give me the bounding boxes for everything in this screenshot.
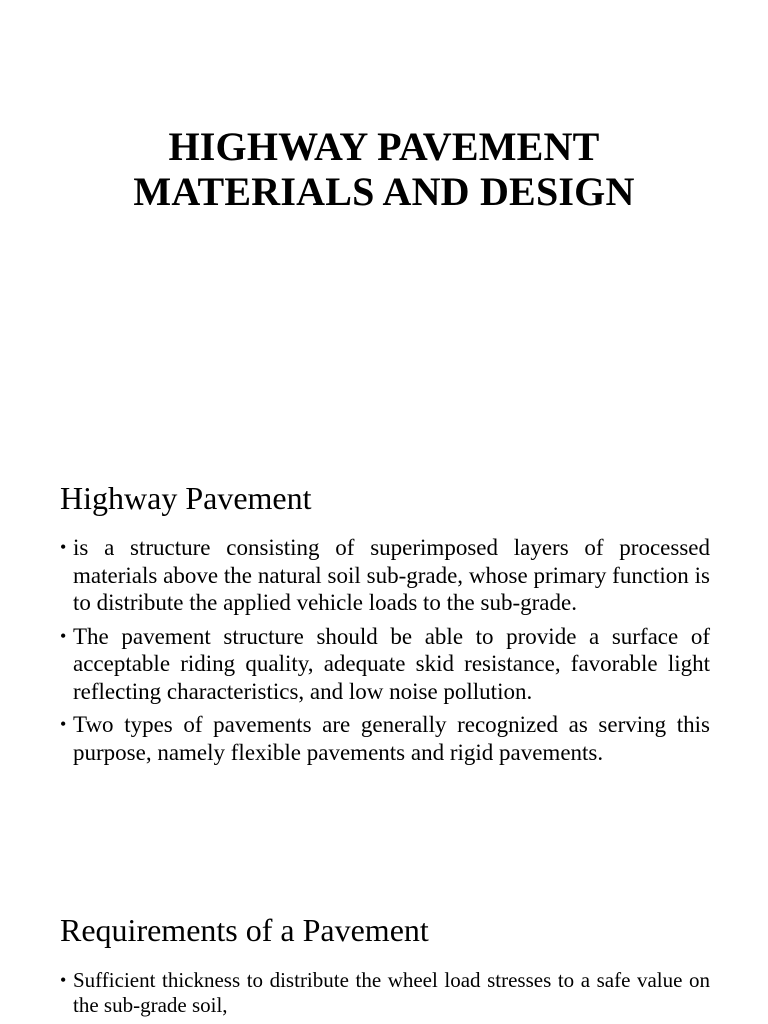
bullet-item: • Two types of pavements are generally recognized as serving this purpose, namely flexible pavements and rigid pavements. (60, 711, 710, 766)
title-line-2: MATERIALS AND DESIGN (133, 169, 635, 214)
bullet-list (60, 968, 710, 1018)
section-requirements (60, 910, 710, 1024)
title-line-1: HIGHWAY PAVEMENT (168, 124, 600, 169)
title-slide (0, 124, 768, 214)
section-heading: Requirements of a Pavement (60, 912, 429, 948)
section-highway-pavement (60, 478, 710, 772)
bullet-item: • The pavement structure should be able to provide a surface of acceptable riding quality, adequate skid resistance, favorable light reflecting characteristics, and low noise pollution. (60, 623, 710, 706)
section-heading: Highway Pavement (60, 480, 312, 516)
bullet-item: • is a structure consisting of superimposed layers of processed materials above the natural soil sub-grade, whose primary function is to distribute the applied vehicle loads to the sub-grade. (60, 534, 710, 617)
bullet-list (60, 534, 710, 766)
bullet-item: • Sufficient thickness to distribute the wheel load stresses to a safe value on the sub-grade soil, (60, 968, 710, 1018)
